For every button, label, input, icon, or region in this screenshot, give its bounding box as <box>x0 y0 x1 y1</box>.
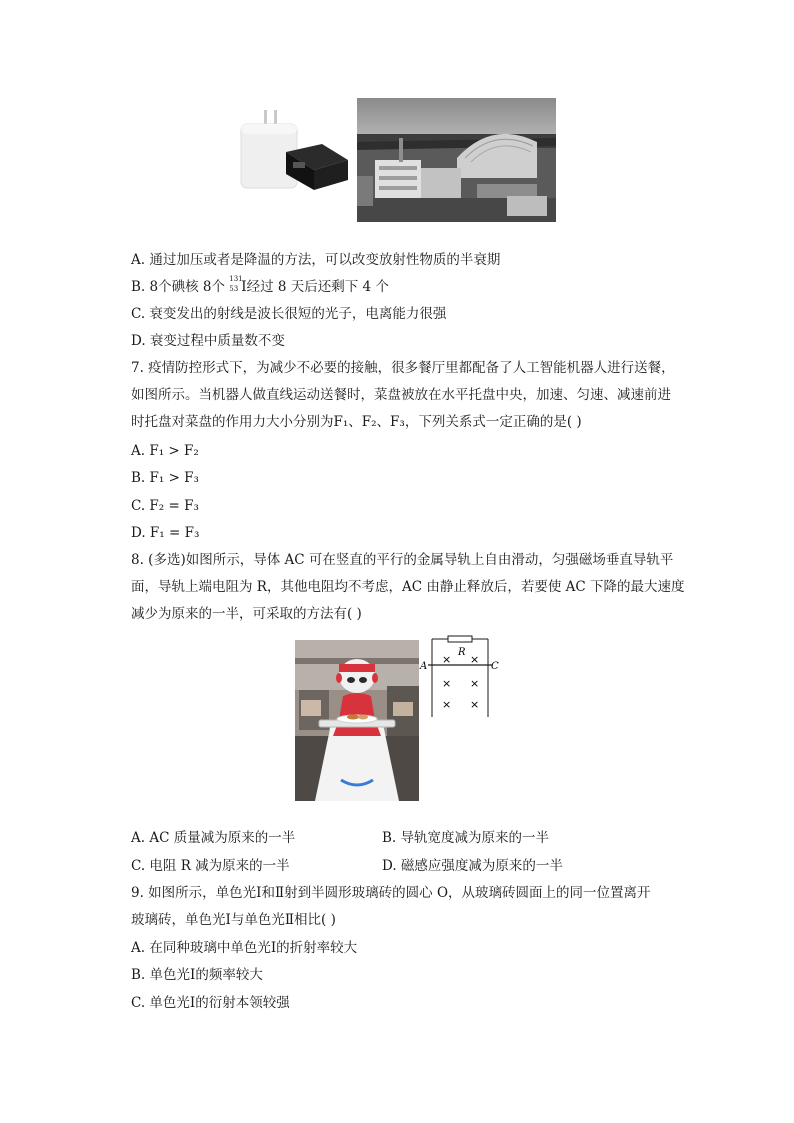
q6-option-b <box>131 275 389 296</box>
q7-stem-line3: 时托盘对菜盘的作用力大小分别为F₁、F₂、F₃，下列关系式一定正确的是( ) <box>131 414 582 430</box>
iodine-nuclide <box>229 275 243 293</box>
rail-circuit-figure <box>418 633 502 719</box>
q8-stem-line1: 8. (多选)如图所示，导体 AC 可在竖直的平行的金属导轨上自由滑动，匀强磁场垂直导轨平 <box>131 552 674 568</box>
q8-stem-line2: 面，导轨上端电阻为 R，其他电阻均不考虑，AC 由静止释放后，若要使 AC 下降的最大速度 <box>131 579 685 595</box>
field-mark: × <box>470 653 480 666</box>
q8-option-c: C. 电阻 R 减为原来的一半 <box>131 858 290 874</box>
q7-option-b: B. F₁ > F₃ <box>131 470 199 486</box>
q6-option-b-post: I经过 8 天后还剩下 4 个 <box>241 279 389 295</box>
field-mark: × <box>470 698 480 711</box>
q9-stem-line1: 9. 如图所示，单色光Ⅰ和Ⅱ射到半圆形玻璃砖的圆心 O，从玻璃砖圆面上的同一位置离开 <box>131 885 651 901</box>
q7-stem-line1: 7. 疫情防控形式下，为减少不必要的接触，很多餐厅里都配备了人工智能机器人进行送餐， <box>131 360 675 376</box>
charge-number: 53 <box>229 285 239 293</box>
q9-option-a: A. 在同种玻璃中单色光Ⅰ的折射率较大 <box>131 940 358 956</box>
robot-waiter-photo <box>295 640 419 801</box>
q8-option-b: B. 导轨宽度减为原来的一半 <box>382 830 550 846</box>
label-a: A <box>420 661 428 672</box>
q9-option-b: B. 单色光Ⅰ的频率较大 <box>131 967 263 983</box>
q8-option-d: D. 磁感应强度减为原来的一半 <box>382 858 563 874</box>
q6-option-a: A. 通过加压或者是降温的方法，可以改变放射性物质的半衰期 <box>131 252 501 268</box>
field-mark: × <box>442 698 452 711</box>
label-c: C <box>491 661 499 672</box>
mass-number: 131 <box>229 275 243 283</box>
q7-stem-line2: 如图所示。当机器人做直线运动送餐时，菜盘被放在水平托盘中央，加速、匀速、减速前进 <box>131 387 671 403</box>
q7-option-a: A. F₁ > F₂ <box>131 443 199 459</box>
q7-option-d: D. F₁ = F₃ <box>131 525 200 541</box>
field-mark: × <box>470 677 480 690</box>
q9-stem-line2: 玻璃砖，单色光Ⅰ与单色光Ⅱ相比( ) <box>131 912 336 928</box>
q6-option-c: C. 衰变发出的射线是波长很短的光子，电离能力很强 <box>131 306 447 322</box>
q8-option-a: A. AC 质量减为原来的一半 <box>131 830 296 846</box>
q8-stem-line3: 减少为原来的一半，可采取的方法有( ) <box>131 606 362 622</box>
q9-option-c: C. 单色光Ⅰ的衍射本领较强 <box>131 995 290 1011</box>
nuclear-plant-photo <box>357 98 556 222</box>
charger-photo <box>236 104 352 194</box>
label-r: R <box>458 647 466 658</box>
resistor-r <box>448 636 472 642</box>
q6-option-b-pre: B. 8个碘核 8个 <box>131 279 230 295</box>
q6-option-d: D. 衰变过程中质量数不变 <box>131 333 285 349</box>
q7-option-c: C. F₂ = F₃ <box>131 498 199 514</box>
field-mark: × <box>442 677 452 690</box>
field-mark: × <box>442 653 452 666</box>
